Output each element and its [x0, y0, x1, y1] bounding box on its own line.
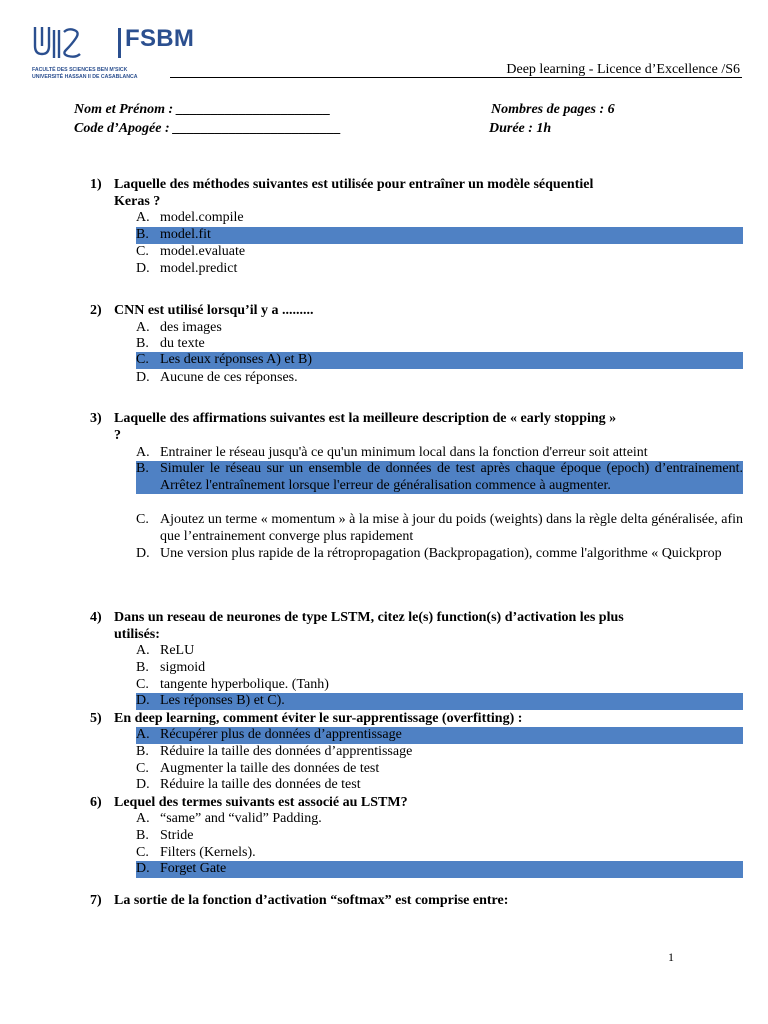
question-5-option-d[interactable] — [136, 777, 743, 794]
question-1-option-b-selected[interactable] — [136, 227, 743, 244]
question-6-option-d-selected[interactable] — [136, 861, 743, 878]
question-4-option-a[interactable] — [136, 643, 743, 660]
option-text: tangente hyperbolique. (Tanh) — [160, 677, 329, 692]
option-letter: B. — [136, 660, 149, 675]
option-text: Forget Gate — [160, 861, 227, 876]
option-text: Entrainer le réseau jusqu'à ce qu'un minimum local dans la fonction d'erreur soit atteint — [160, 445, 648, 460]
option-text: ReLU — [160, 643, 195, 658]
option-text: Stride — [160, 828, 194, 843]
question-text-line: Keras ? — [114, 193, 161, 209]
logo-divider — [118, 28, 121, 58]
option-letter: A. — [136, 210, 150, 225]
question-3 — [90, 411, 742, 444]
option-letter: B. — [136, 828, 149, 843]
logo-subtitle-university: UNIVERSITÉ HASSAN II DE CASABLANCA — [32, 74, 138, 80]
question-1-option-a[interactable] — [136, 210, 743, 227]
question-1-option-d[interactable] — [136, 261, 743, 278]
question-number: 4) — [90, 610, 102, 625]
question-2 — [90, 303, 742, 320]
question-7 — [90, 893, 742, 910]
option-text: “same” and “valid” Padding. — [160, 811, 322, 826]
option-letter: A. — [136, 445, 150, 460]
question-5-option-c[interactable] — [136, 761, 743, 778]
question-2-option-a[interactable] — [136, 320, 743, 337]
option-letter: C. — [136, 845, 149, 860]
faculty-logo — [32, 24, 195, 80]
question-4-option-c[interactable] — [136, 677, 743, 694]
option-text: model.compile — [160, 210, 244, 225]
question-text-line: utilisés: — [114, 626, 160, 642]
option-text: Filters (Kernels). — [160, 845, 256, 860]
page-number: 1 — [668, 950, 674, 964]
option-letter: C. — [136, 761, 149, 776]
question-4-option-d-selected[interactable] — [136, 693, 743, 710]
question-5-option-a-selected[interactable] — [136, 727, 743, 744]
question-6 — [90, 795, 742, 812]
option-text: Les deux réponses A) et B) — [160, 352, 313, 367]
option-letter: A. — [136, 811, 150, 826]
option-letter: D. — [136, 693, 150, 708]
option-text: des images — [160, 320, 222, 335]
question-text-line: CNN est utilisé lorsqu’il y a ......... — [114, 303, 314, 318]
option-letter: B. — [136, 461, 149, 476]
option-text: Réduire la taille des données d’apprentissage — [160, 744, 413, 759]
option-letter: A. — [136, 643, 150, 658]
option-text: du texte — [160, 336, 205, 351]
option-letter: A. — [136, 727, 150, 742]
option-letter: B. — [136, 227, 149, 242]
question-2-option-d[interactable] — [136, 370, 743, 387]
option-text: Simuler le réseau sur un ensemble de données de test après chaque époque (epoch) d’entrainement. Arrêtez l'entraînement lorsque l'erreur de généralisation commence à augmenter. — [160, 461, 743, 493]
option-text: model.evaluate — [160, 244, 246, 259]
option-letter: A. — [136, 320, 150, 335]
option-text: Les réponses B) et C). — [160, 693, 285, 708]
option-text: Une version plus rapide de la rétropropagation (Backpropagation), comme l'algorithme « Quickprop — [160, 546, 722, 561]
question-2-option-c-selected[interactable] — [136, 352, 743, 369]
question-1 — [90, 177, 742, 210]
option-letter: C. — [136, 352, 149, 367]
question-number: 5) — [90, 711, 102, 726]
question-text-line: Lequel des termes suivants est associé au LSTM? — [114, 795, 408, 810]
logo-subtitle-faculty: FACULTÉ DES SCIENCES BEN M'SICK — [32, 67, 128, 73]
question-text-line: Laquelle des méthodes suivantes est utilisée pour entraîner un modèle séquentiel — [114, 177, 594, 192]
question-6-option-b[interactable] — [136, 828, 743, 845]
option-text: Aucune de ces réponses. — [160, 370, 298, 385]
option-letter: D. — [136, 777, 150, 792]
question-text-line: ? — [114, 427, 121, 443]
logo-text: FSBM — [125, 25, 195, 52]
question-number: 2) — [90, 303, 102, 318]
question-5-option-b[interactable] — [136, 744, 743, 761]
option-text: model.fit — [160, 227, 211, 242]
code-field-label: Code d’Apogée : ________________________ — [74, 121, 342, 136]
option-letter: C. — [136, 244, 149, 259]
option-text: sigmoid — [160, 660, 206, 675]
question-4 — [90, 610, 742, 643]
option-text: Réduire la taille des données de test — [160, 777, 361, 792]
header-divider — [170, 77, 742, 78]
option-letter: D. — [136, 861, 150, 876]
question-number: 6) — [90, 795, 102, 810]
question-number: 1) — [90, 177, 102, 192]
question-3-option-a[interactable] — [136, 445, 743, 462]
duration-label: Durée : 1h — [489, 121, 552, 136]
page-count-label: Nombres de pages : 6 — [491, 102, 615, 117]
question-text-line: Laquelle des affirmations suivantes est la meilleure description de « early stopping » — [114, 411, 617, 426]
option-letter: D. — [136, 370, 150, 385]
option-letter: B. — [136, 744, 149, 759]
option-text: Ajoutez un terme « momentum » à la mise à jour du poids (weights) dans la règle delta généralisée, afin que l’entrainement converge plus rapidement — [160, 512, 743, 544]
question-6-option-a[interactable] — [136, 811, 743, 828]
question-text-line: La sortie de la fonction d’activation “softmax” est comprise entre: — [114, 893, 509, 908]
question-3-option-d[interactable] — [136, 546, 743, 563]
option-letter: D. — [136, 546, 150, 561]
question-number: 7) — [90, 893, 102, 908]
question-5 — [90, 711, 742, 728]
option-text: Augmenter la taille des données de test — [160, 761, 380, 776]
name-field-label: Nom et Prénom : ______________________ — [74, 102, 331, 117]
question-text-line: En deep learning, comment éviter le sur-apprentissage (overfitting) : — [114, 711, 523, 726]
question-1-option-c[interactable] — [136, 244, 743, 261]
university-emblem-icon — [32, 24, 88, 64]
question-2-option-b[interactable] — [136, 336, 743, 353]
question-text-line: Dans un reseau de neurones de type LSTM, citez le(s) function(s) d’activation les plus — [114, 610, 624, 625]
question-6-option-c[interactable] — [136, 845, 743, 862]
option-letter: B. — [136, 336, 149, 351]
option-letter: D. — [136, 261, 150, 276]
option-text: model.predict — [160, 261, 238, 276]
question-3-option-b-selected[interactable] — [136, 461, 743, 494]
question-4-option-b[interactable] — [136, 660, 743, 677]
question-3-option-c[interactable] — [136, 512, 743, 545]
option-text: Récupérer plus de données d’apprentissage — [160, 727, 402, 742]
option-letter: C. — [136, 512, 149, 527]
question-number: 3) — [90, 411, 102, 426]
option-letter: C. — [136, 677, 149, 692]
course-title: Deep learning - Licence d’Excellence /S6 — [506, 62, 740, 77]
